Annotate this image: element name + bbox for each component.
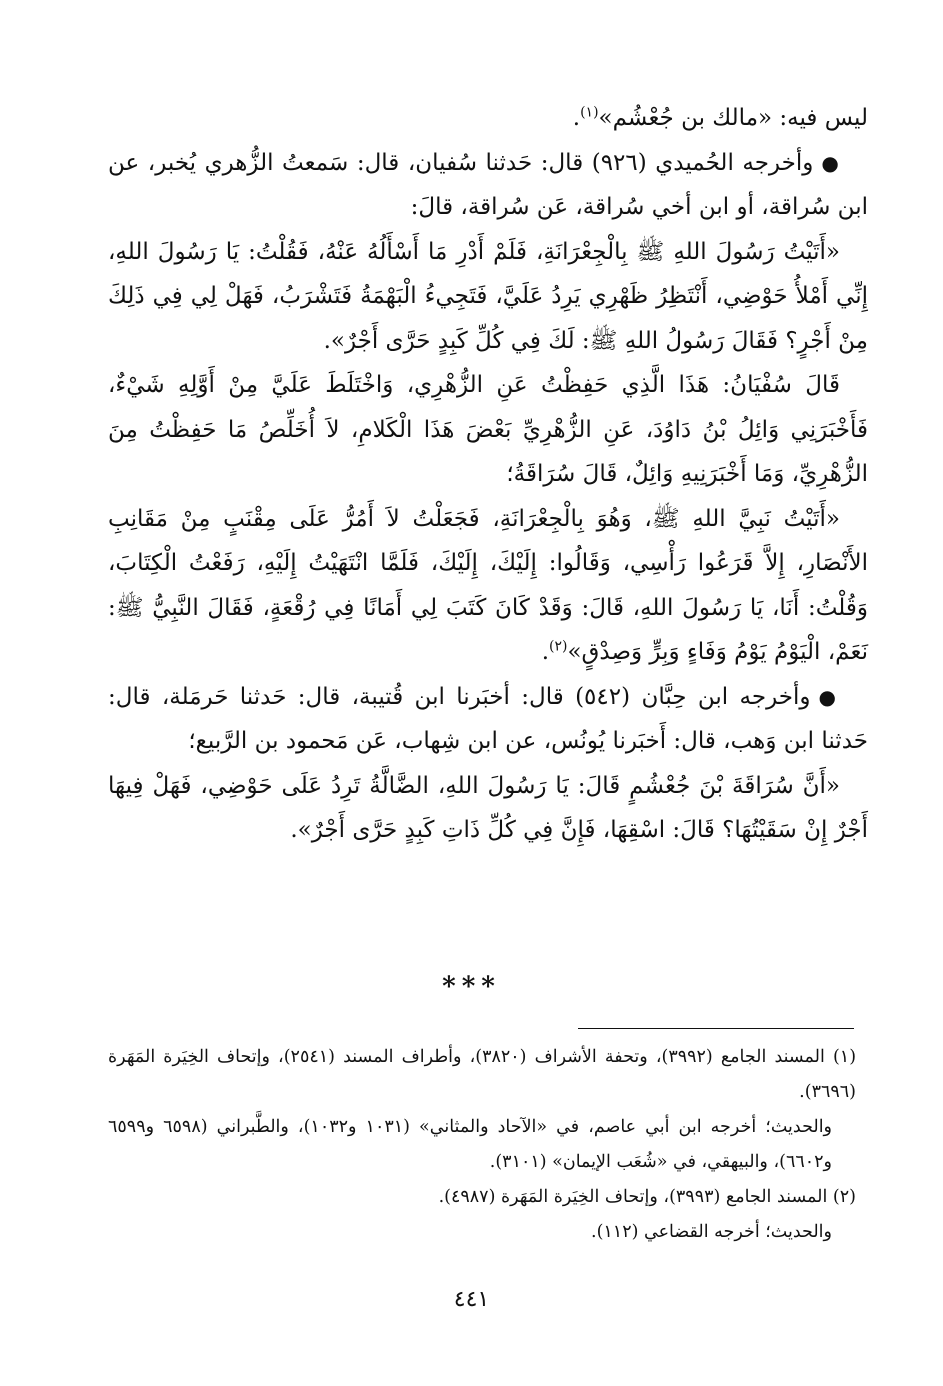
paragraph-ibn-hibban xyxy=(108,675,868,764)
paragraph-ibn-hibban-text: وأخرجه ابن حِبَّان (٥٤٢) قال: أخبَرنا ابن قُتيبة، قال: حَدثنا حَرمَلة، قال: حَدثنا ابن وَهب، قال: أَخبَرنا يُونُس، عن ابن شِهاب، عَن مَحمود بن الرَّبيع؛ xyxy=(108,683,868,754)
hadith-text-1: «أَتَيْتُ رَسُولَ اللهِ ﷺ بِالْجِعْرَانَةِ، فَلَمْ أَدْرِ مَا أَسْأَلُهُ عَنْهُ، فَقُلْتُ: يَا رَسُولَ اللهِ، إِنِّي أَمْلأُ حَوْضِي، أَنْتَظِرُ ظَهْرِي يَرِدُ عَلَيَّ، فَتَجِيءُ الْبَهْمَةُ فَتَشْرَبُ، فَهَلْ لِي فِي ذَلِكَ مِنْ أَجْرٍ؟ فَقَالَ رَسُولُ اللهِ ﷺ: لَكَ فِي كُلِّ كَبِدٍ حَرَّى أَجْرٌ». xyxy=(108,238,868,354)
paragraph-1-end: . xyxy=(572,105,581,131)
paragraph-sufyan: قَالَ سُفْيَانُ: هَذَا الَّذِي حَفِظْتُ عَنِ الزُّهْرِي، وَاخْتَلَطَ عَلَيَّ مِنْ أَوَّلِهِ شَيْءٌ، فَأَخْبَرَنِي وَائِلُ بْنُ دَاوُدَ، عَنِ الزُّهْرِيِّ بَعْضَ هَذَا الْكَلامِ، لاَ أُخَلِّصُ مَا حَفِظْتُ مِنَ الزُّهْرِيِّ، وَمَا أَخْبَرَنِيهِ وَائِلٌ، قَالَ سُرَاقَةُ؛ xyxy=(108,372,868,487)
footnote-ref-2[interactable]: (٢) xyxy=(549,638,568,655)
footnote-ref-1[interactable]: (١) xyxy=(580,104,599,121)
hadith-text-2-end: . xyxy=(541,639,549,665)
footnote-2-continued: والحديث؛ أخرجه القضاعي (١١٢). xyxy=(591,1222,832,1242)
bullet-icon: ● xyxy=(821,150,841,175)
hadith-text-3: «أَنَّ سُرَاقَةَ بْنَ جُعْشُمٍ قَالَ: يَا رَسُولَ اللهِ، الضَّالَّةُ تَرِدُ عَلَى حَوْضِي، فَهَلْ فِيهَا أَجْرٌ إِنْ سَقَيْتُهَا؟ قَالَ: اسْقِهَا، فَإِنَّ فِي كُلِّ ذَاتِ كَبِدٍ حَرَّى أَجْرٌ». xyxy=(108,772,868,843)
paragraph-1 xyxy=(108,96,868,141)
footnote-1: (١) المسند الجامع (٣٩٩٢)، وتحفة الأشراف (٣٨٢٠)، وأطراف المسند (٢٥٤١)، وإتحاف الخِيَرة المَهَرة (٣٦٩٦). xyxy=(108,1047,857,1102)
paragraph-2-text: وأخرجه الحُميدي (٩٢٦) قال: حَدثنا سُفيان، قال: سَمعتُ الزُّهري يُخبر، عن ابن سُراقة، أو ابن أخي سُراقة، عَن سُراقة، قالَ: xyxy=(108,149,868,220)
paragraph-2 xyxy=(108,141,868,230)
hadith-text-2-body: «أَتَيْتُ نَبِيَّ اللهِ ﷺ، وَهُوَ بِالْجِعْرَانَةِ، فَجَعَلْتُ لاَ أَمُرُّ عَلَى مِقْنَبٍ مِنْ مَقَانِبِ الأَنْصَارِ، إِلاَّ قَرَعُوا رَأْسِي، وَقَالُوا: إِلَيْكَ، إِلَيْكَ، فَلَمَّا انْتَهَيْتُ إِلَيْهِ، رَفَعْتُ الْكِتَابَ، وَقُلْتُ: أَنَا، يَا رَسُولَ اللهِ، قَالَ: وَقَدْ كَانَ كَتَبَ لِي أَمَانًا فِي رُقْعَةٍ، فَقَالَ النَّبِيُّ ﷺ: نَعَمْ، الْيَوْمُ يَوْمُ وَفَاءٍ وَبِرٍّ وَصِدْقٍ» xyxy=(108,505,868,665)
section-separator: *** xyxy=(442,972,501,1002)
footnotes xyxy=(108,1040,856,1250)
footnote-1-continued: والحديث؛ أخرجه ابن أبي عاصم، في «الآحاد والمثاني» (١٠٣١ و١٠٣٢)، والطَّبراني (٦٥٩٨ و٦٥٩٩ و٦٦٠٢)، والبيهقي، في «شُعَب الإيمان» (٣١٠١). xyxy=(108,1117,833,1172)
main-text xyxy=(108,96,868,853)
footnote-rule xyxy=(578,1028,854,1029)
hadith-text-2 xyxy=(108,497,868,675)
paragraph-1-text: ليس فيه: «مالك بن جُعْشُم» xyxy=(598,105,868,131)
bullet-icon: ● xyxy=(818,684,841,709)
page-number: ٤٤١ xyxy=(453,1287,490,1312)
footnote-2: (٢) المسند الجامع (٣٩٩٣)، وإتحاف الخِيَرة المَهَرة (٤٩٨٧). xyxy=(438,1187,856,1207)
